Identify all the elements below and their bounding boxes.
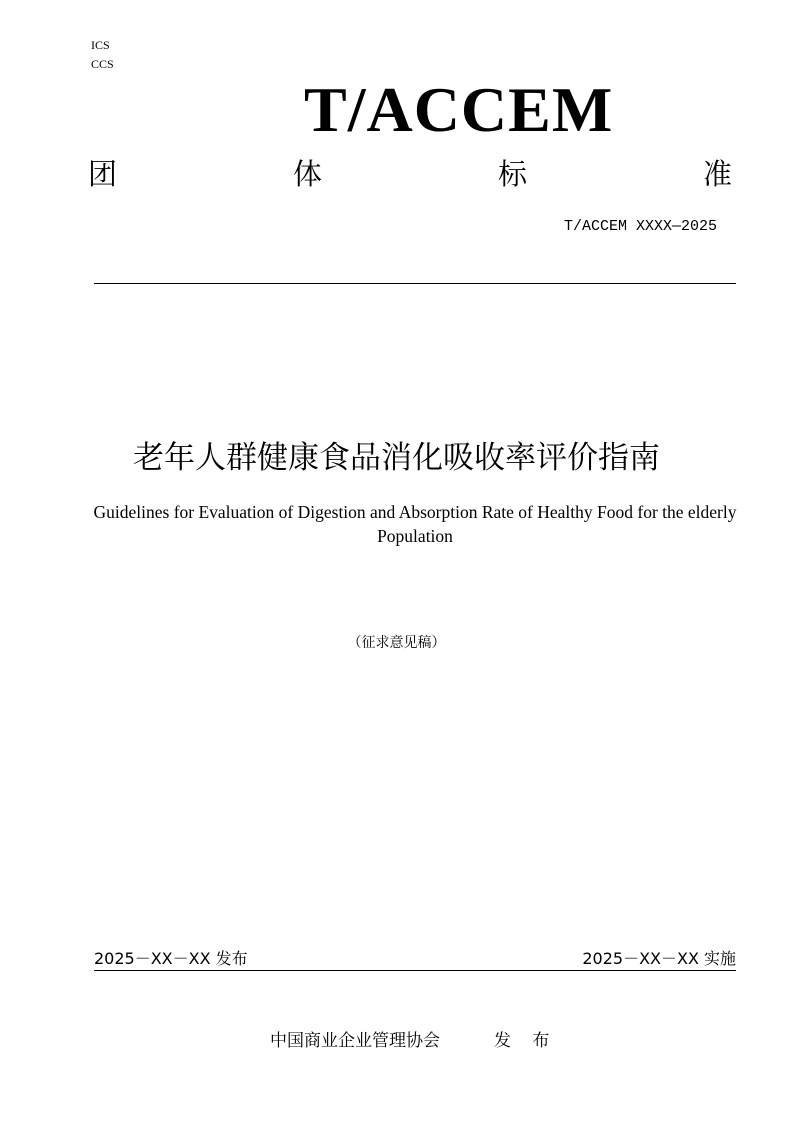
standard-type-char: 体 (292, 157, 322, 191)
top-divider (94, 283, 736, 284)
title-english: Guidelines for Evaluation of Digestion and Absorption Rate of Healthy Food for the elderly Population (93, 502, 737, 546)
standard-type-char: 准 (702, 157, 732, 191)
publish-date: 2025－XX－XX 发布 (94, 949, 248, 968)
bottom-divider (94, 970, 736, 971)
standard-type-char: 团 (88, 157, 118, 191)
standard-code: T/ACCEM XXXX—2025 (563, 218, 717, 235)
issuing-organization: 中国商业企业管理协会 (270, 1031, 440, 1051)
ics-label: ICS (91, 38, 110, 52)
standard-type (88, 152, 732, 193)
issue-label: 发 布 (494, 1031, 558, 1051)
standard-logo: T/ACCEM (304, 74, 614, 145)
implement-date: 2025－XX－XX 实施 (582, 949, 736, 968)
title-chinese: 老年人群健康食品消化吸收率评价指南 (133, 440, 660, 476)
ccs-label: CCS (91, 57, 114, 71)
standard-type-char: 标 (497, 157, 527, 191)
draft-label: （征求意见稿） (347, 636, 446, 651)
